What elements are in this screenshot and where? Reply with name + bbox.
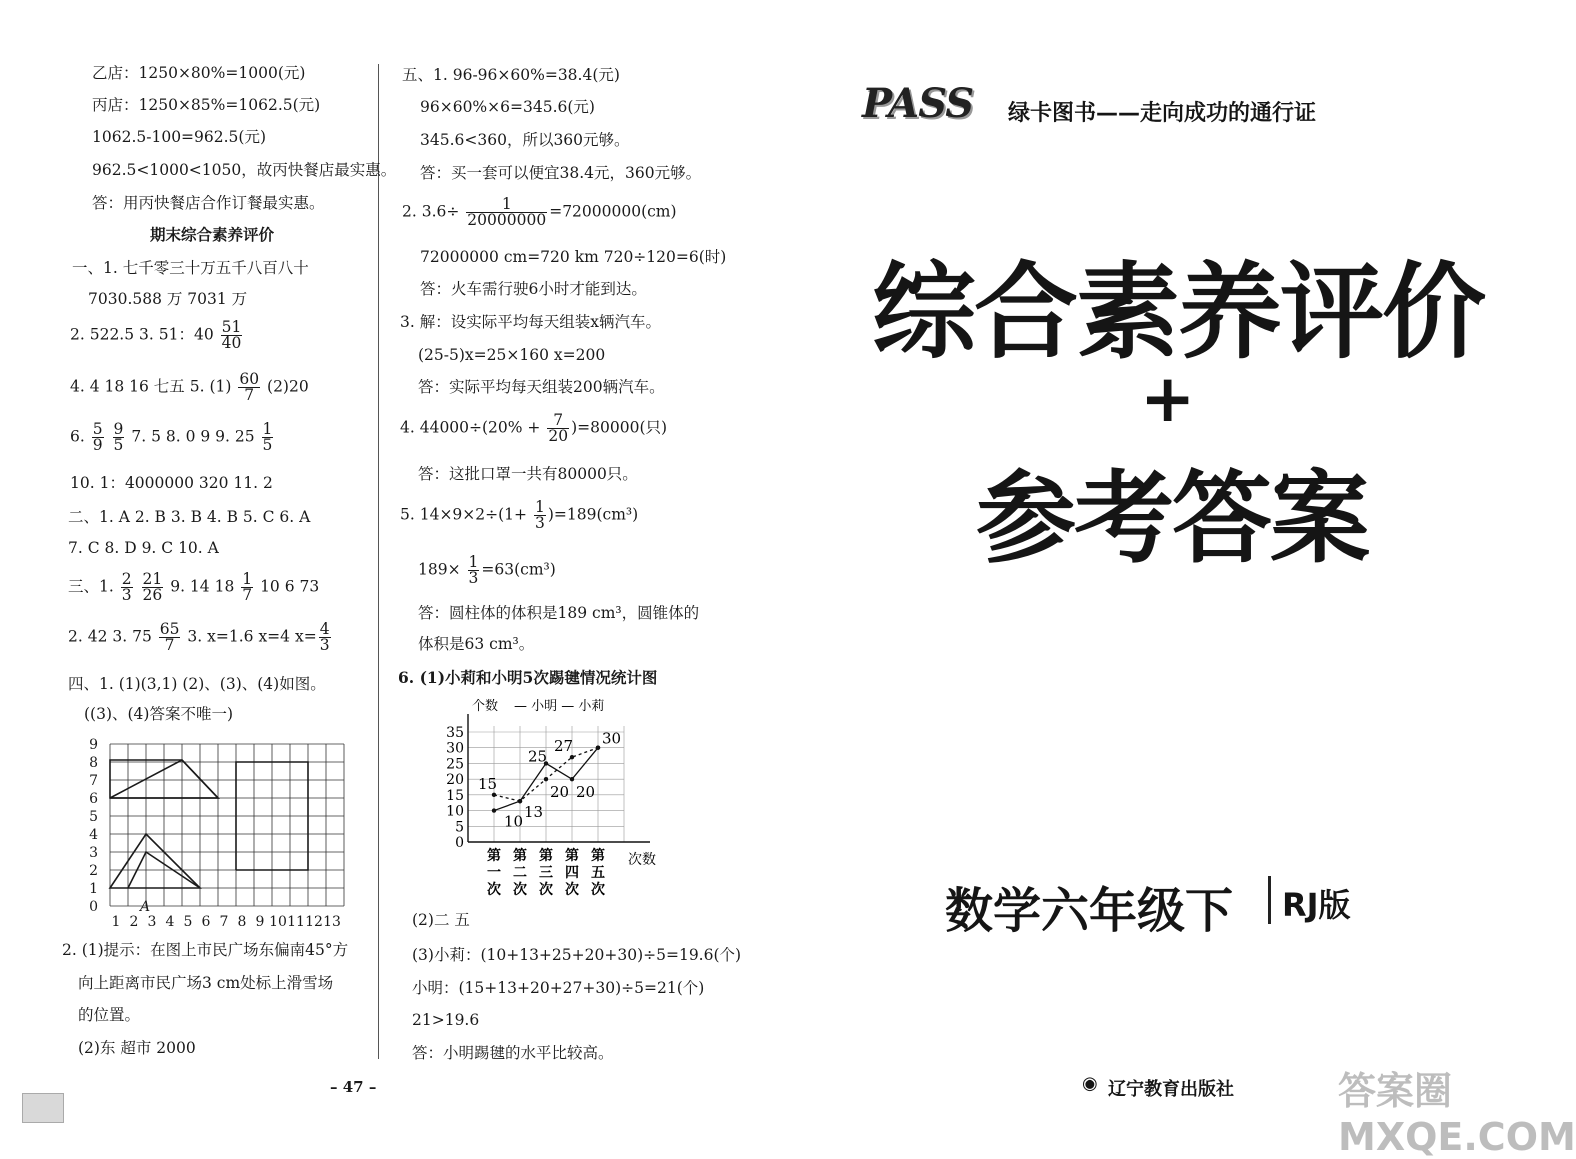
y-tick-label: 0 [455,835,464,851]
grid-labels [89,737,341,930]
answer-line: (2)东 超市 2000 [78,1039,196,1057]
series-point [544,777,548,781]
y-tick-label: 5 [455,819,464,836]
x-tick-label: 8 [237,914,247,930]
answer-line: 丙店：1250×85%=1062.5(元) [92,96,321,114]
x-axis-label: 次数 [628,852,656,868]
cover-title-answers: 参考答案 [976,460,1368,577]
answer-line: 2. 3.6÷ $\frac{1}{20000000}$ =72000000(cm) [402,195,677,229]
x-tick-label: 5 [183,914,193,930]
fraction: $\frac{1}{7}$ [242,570,253,604]
answer-line: 一、1. 七千零三十万五千八百八十 [72,259,309,277]
answer-line: 4. 4 18 16 七五 5. (1) $\frac{60}{7}$ (2)20 [70,370,309,404]
y-tick-label: 4 [89,827,98,843]
answer-line: 1062.5-100=962.5(元) [92,128,267,146]
publisher-name: 辽宁教育出版社 [1108,1079,1234,1100]
section-heading: 期末综合素养评价 [150,225,275,244]
y-tick-label: 6 [89,791,98,807]
x-tick-label: 1 [111,914,121,930]
answer-line: 小明：(15+13+20+27+30)÷5=21(个) [412,979,705,997]
answer-line: (2)二 五 [412,911,470,929]
y-tick-label: 8 [89,755,98,771]
answer-line: 乙店：1250×80%=1000(元) [92,64,306,82]
y-tick-label: 7 [89,773,98,789]
answer-line: 三、1. $\frac{2}{3}$ $\frac{21}{26}$ 9. 14 18 $\frac{1}{7}$ 10 6 73 [68,570,320,604]
y-tick-label: 2 [89,863,98,879]
answer-line: 189× $\frac{1}{3}$ =63(cm³) [418,553,556,587]
x-category-label: 第四次 [565,848,579,898]
answer-line: 10. 1：4000000 320 11. 2 [70,474,273,492]
y-tick-label: 1 [89,881,98,897]
fraction: $\frac{1}{20000000}$ [467,195,547,229]
answer-line: 向上距离市民广场3 cm处标上滑雪场 [78,974,334,992]
answer-line: 答：火车需行驶6小时才能到达。 [420,280,647,298]
answer-line: 二、1. A 2. B 3. B 4. B 5. C 6. A [68,508,311,526]
pass-logo: PASS [862,80,974,127]
x-tick-label: 7 [219,914,229,930]
fraction: $\frac{60}{7}$ [239,370,260,404]
answer-line: 345.6<360，所以360元够。 [420,131,630,149]
series-point [518,799,522,803]
answer-line: 7030.588 万 7031 万 [88,290,248,308]
data-label: 10 [504,812,524,831]
y-tick-label: 3 [89,845,98,861]
answer-line: 答：用丙快餐店合作订餐最实惠。 [92,194,325,212]
data-label: 30 [602,729,622,748]
fraction: $\frac{4}{3}$ [319,620,330,654]
answer-line: 962.5<1000<1050，故丙快餐店最实惠。 [92,161,397,179]
x-tick-label: 13 [323,914,341,930]
answer-line: 6. $\frac{5}{9}$ $\frac{9}{5}$ 7. 5 8. 0 9 9. 25 $\frac{1}{5}$ [70,420,273,454]
answer-line: (25-5)x=25×160 x=200 [418,346,606,364]
answer-line: 4. 44000÷(20% + $\frac{7}{20}$ )=80000(只) [400,411,668,445]
fraction: $\frac{1}{5}$ [262,420,273,454]
fraction: $\frac{5}{9}$ [92,420,103,454]
answer-line: ((3)、(4)答案不唯一) [84,705,234,723]
fraction: $\frac{1}{3}$ [468,553,479,587]
series-point [570,777,574,781]
data-label: 20 [550,783,570,802]
x-tick-label: 10 [269,914,287,930]
column-divider [378,64,379,1059]
answer-line: 答：买一套可以便宜38.4元，360元够。 [420,164,702,182]
answer-line: 5. 14×9×2÷(1+ $\frac{1}{3}$ )=189(cm³) [400,498,639,532]
x-tick-label: 12 [305,914,323,930]
series-point [492,793,496,797]
y-tick-label: 30 [446,740,464,757]
x-tick-label: 4 [165,914,175,930]
answer-line: 体积是63 cm³。 [418,635,535,653]
x-category-label: 第一次 [487,848,501,898]
x-tick-label: 3 [147,914,157,930]
series-point [492,808,496,812]
data-label: 27 [554,737,574,756]
cover-plus-sign: + [1140,360,1196,437]
data-label: 25 [528,747,548,766]
answer-line: 7. C 8. D 9. C 10. A [68,539,219,557]
coordinate-grid-figure [70,730,345,935]
answer-line: 四、1. (1)(3,1) (2)、(3)、(4)如图。 [68,675,326,693]
chart-legend: — 小明 — 小莉 [514,699,605,714]
x-tick-label: 2 [129,914,139,930]
answer-line: 答：圆柱体的体积是189 cm³，圆锥体的 [418,604,700,622]
y-tick-label: 35 [446,725,464,741]
y-tick-label: 20 [446,772,464,789]
answer-line: 2. 42 3. 75 $\frac{65}{7}$ 3. x=1.6 x=4 x= $\frac{4}{3}$ [68,620,330,654]
page-tab [22,1093,64,1123]
answer-line: 72000000 cm=720 km 720÷120=6(时) [420,248,727,266]
data-label: 13 [524,803,544,822]
point-a-label: A [140,899,151,915]
cover-title-main: 综合素养评价 [872,251,1485,373]
fraction: $\frac{9}{5}$ [113,420,124,454]
answer-line: 的位置。 [78,1006,141,1024]
answer-line: 答：实际平均每天组装200辆汽车。 [418,378,665,396]
fraction: $\frac{2}{3}$ [121,570,132,604]
x-tick-label: 11 [287,914,305,930]
cover-subtitle: 数学六年级下 [945,883,1234,939]
watermark: 答案圈 MXQE.COM [1338,1069,1576,1159]
y-tick-label: 0 [89,899,98,915]
y-axis-label: 个数 [472,699,499,714]
x-tick-label: 6 [201,914,211,930]
series-point [596,746,600,750]
x-category-label: 第五次 [591,848,605,898]
line-chart [438,692,670,902]
y-tick-label: 5 [89,809,98,825]
chart-caption: 6. (1)小莉和小明5次踢毽情况统计图 [398,668,658,687]
y-tick-label: 9 [89,737,98,753]
edition-label: RJ版 [1282,886,1351,924]
answer-line: 21>19.6 [412,1011,480,1029]
page-number: – 47 – [330,1078,377,1096]
publisher-logo-icon: ◉ [1082,1073,1098,1094]
fraction: $\frac{65}{7}$ [159,620,180,654]
y-tick-label: 15 [446,787,464,804]
answer-line: 五、1. 96-96×60%=38.4(元) [402,66,620,84]
fraction: $\frac{21}{26}$ [142,570,163,604]
series-point [570,755,574,759]
answer-line: 96×60%×6=345.6(元) [420,98,595,116]
y-tick-label: 25 [446,756,464,773]
answer-line: 答：小明踢毽的水平比较高。 [412,1044,614,1062]
answer-line: 答：这批口罩一共有80000只。 [418,465,638,483]
answer-line: 3. 解：设实际平均每天组装x辆汽车。 [400,313,661,331]
fraction: $\frac{51}{40}$ [221,318,242,352]
x-tick-label: 9 [255,914,265,930]
data-label: 20 [576,783,596,802]
y-tick-label: 10 [446,803,464,820]
x-category-label: 第三次 [539,848,553,898]
x-category-label: 第二次 [513,848,527,898]
answer-line: 2. (1)提示：在图上市民广场东偏南45°方 [62,941,349,959]
data-label: 15 [478,774,498,793]
grid-lines [110,744,344,906]
answer-line: 2. 522.5 3. 51：40 $\frac{51}{40}$ [70,318,242,352]
answer-line: (3)小莉：(10+13+25+20+30)÷5=19.6(个) [412,946,742,964]
slogan: 绿卡图书——走向成功的通行证 [1008,101,1317,126]
fraction: $\frac{7}{20}$ [548,411,569,445]
fraction: $\frac{1}{3}$ [534,498,545,532]
subtitle-divider [1268,876,1271,924]
